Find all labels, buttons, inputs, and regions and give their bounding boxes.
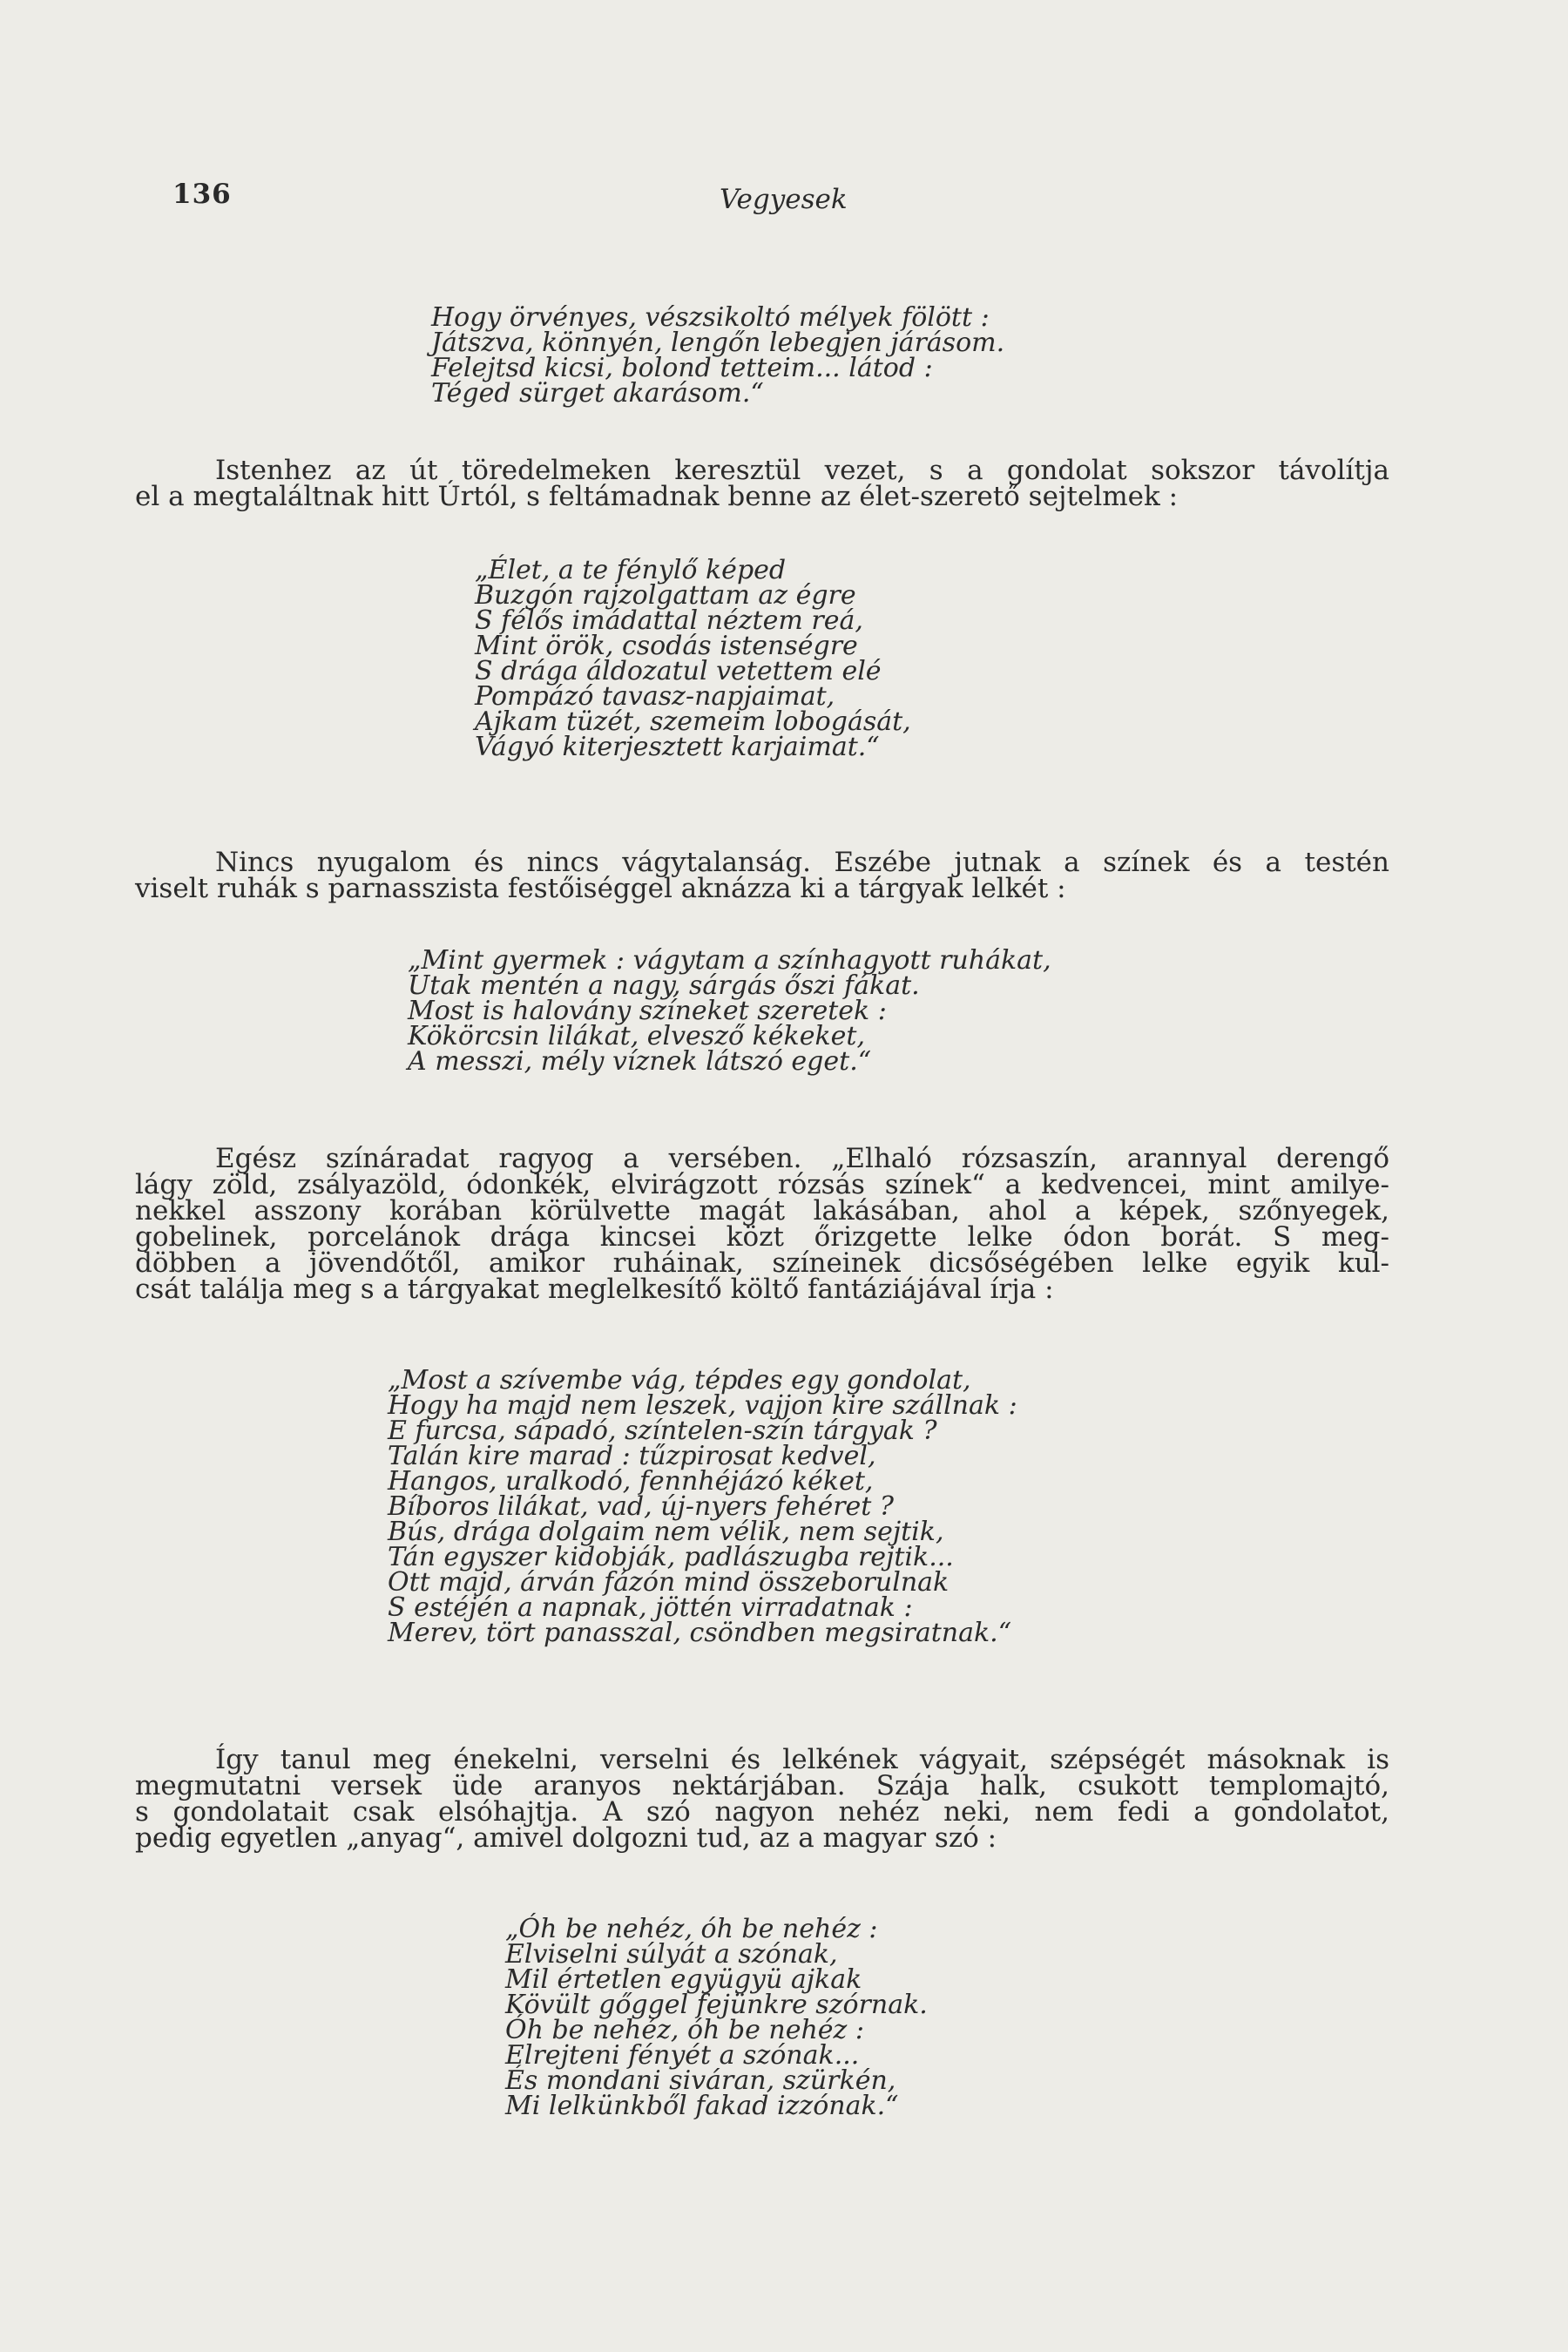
paragraph-line: döbben a jövendőtől, amikor ruháinak, színeinek dicsőségében lelke egyik kul- bbox=[135, 1247, 1389, 1279]
verse-line: S estéjén a napnak, jöttén virradatnak : bbox=[388, 1592, 913, 1623]
verse-line: Buzgón rajzolgattam az égre bbox=[475, 580, 856, 611]
paragraph-line: lágy zöld, zsályazöld, ódonkék, elvirágzott rózsás színek“ a kedvencei, mint amilye- bbox=[135, 1169, 1389, 1200]
verse-line: Felejtsd kicsi, bolond tetteim... látod : bbox=[431, 353, 933, 383]
verse-line: „Élet, a te fénylő képed bbox=[475, 555, 787, 585]
verse-line: Tán egyszer kidobják, padlászugba rejtik... bbox=[388, 1542, 954, 1572]
verse-line: Most is halovány színeket szeretek : bbox=[408, 996, 887, 1026]
paragraph-line: csát találja meg s a tárgyakat meglelkesítő költő fantáziájával írja : bbox=[135, 1274, 1054, 1305]
verse-4 bbox=[388, 1365, 1017, 1648]
verse-2 bbox=[475, 555, 911, 762]
verse-line: Mint örök, csodás istenségre bbox=[475, 631, 858, 661]
paragraph-line: Nincs nyugalom és nincs vágytalanság. Eszébe jutnak a színek és a testén bbox=[215, 847, 1389, 878]
verse-line: S félős imádattal néztem reá, bbox=[475, 605, 863, 636]
verse-line: Bíboros lilákat, vad, új-nyers fehéret ? bbox=[388, 1491, 894, 1522]
verse-line: Utak mentén a nagy, sárgás őszi fákat. bbox=[408, 970, 920, 1001]
paragraph-3 bbox=[135, 1143, 1389, 1305]
verse-line: S drága áldozatul vetettem elé bbox=[475, 656, 882, 686]
paragraph-line: pedig egyetlen „anyag“, amivel dolgozni tud, az a magyar szó : bbox=[135, 1822, 997, 1854]
verse-line: Mi lelkünkből fakad izzónak.“ bbox=[505, 2091, 899, 2121]
paragraph-line: Egész színáradat ragyog a versében. „Elhaló rózsaszín, arannyal derengő bbox=[215, 1143, 1389, 1174]
verse-line: A messzi, mély víznek látszó eget.“ bbox=[408, 1046, 872, 1077]
paragraph-line: megmutatni versek üde aranyos nektárjában. Szája halk, csukott templomajtó, bbox=[135, 1770, 1389, 1801]
verse-line: Óh be nehéz, óh be nehéz : bbox=[505, 2015, 864, 2045]
paragraph-line: Istenhez az út töredelmeken keresztül vezet, s a gondolat sokszor távolítja bbox=[215, 455, 1389, 486]
paragraph-line: gobelinek, porcelánok drága kincsei közt őrizgette lelke ódon borát. S meg- bbox=[135, 1221, 1389, 1253]
paragraph-line: nekkel asszony korában körülvette magát lakásában, ahol a képek, szőnyegek, bbox=[135, 1195, 1389, 1227]
verse-line: Bús, drága dolgaim nem vélik, nem sejtik, bbox=[388, 1517, 944, 1547]
verse-line: Merev, tört panasszal, csöndben megsiratnak.“ bbox=[388, 1618, 1012, 1648]
verse-line: Pompázó tavasz-napjaimat, bbox=[475, 681, 835, 712]
paragraph-2 bbox=[135, 849, 1389, 902]
paragraph-line: viselt ruhák s parnasszista festőiséggel aknázza ki a tárgyak lelkét : bbox=[135, 873, 1066, 904]
verse-line: Játszva, könnyén, lengőn lebegjen járásom. bbox=[431, 328, 1005, 358]
verse-line: „Óh be nehéz, óh be nehéz : bbox=[505, 1914, 878, 1944]
verse-line: Elrejteni fényét a szónak... bbox=[505, 2040, 860, 2071]
paragraph-1 bbox=[135, 457, 1389, 510]
verse-line: Elviselni súlyát a szónak, bbox=[505, 1939, 838, 1970]
verse-line: Kökörcsin lilákat, elvesző kékeket, bbox=[408, 1021, 865, 1051]
verse-line: Hogy örvényes, vészsikoltó mélyek fölött : bbox=[431, 302, 990, 333]
verse-line: E furcsa, sápadó, színtelen-szín tárgyak ? bbox=[388, 1416, 937, 1446]
verse-line: Hangos, uralkodó, fennhéjázó kéket, bbox=[388, 1466, 874, 1497]
verse-line: Kövült gőggel fejünkre szórnak. bbox=[505, 1990, 928, 2020]
verse-line: Vágyó kiterjesztett karjaimat.“ bbox=[475, 732, 880, 762]
verse-line: „Most a szívembe vág, tépdes egy gondolat, bbox=[388, 1365, 971, 1396]
verse-line: „Mint gyermek : vágytam a színhagyott ruhákat, bbox=[408, 945, 1051, 976]
page-number: 136 bbox=[172, 179, 232, 210]
verse-line: Ajkam tüzét, szemeim lobogását, bbox=[475, 706, 911, 737]
verse-1 bbox=[431, 302, 1005, 409]
paragraph-line: el a megtaláltnak hitt Úrtól, s feltámadnak benne az élet-szerető sejtelmek : bbox=[135, 481, 1179, 512]
running-title: Vegyesek bbox=[720, 184, 848, 215]
verse-5 bbox=[505, 1916, 928, 2119]
verse-line: És mondani siváran, szürkén, bbox=[505, 2065, 896, 2096]
verse-line: Talán kire marad : tűzpirosat kedvel, bbox=[388, 1441, 876, 1471]
verse-line: Hogy ha majd nem leszek, vajjon kire szállnak : bbox=[388, 1390, 1017, 1421]
verse-line: Ott majd, árván fázón mind összeborulnak bbox=[388, 1567, 950, 1598]
verse-line: Mil értetlen együgyü ajkak bbox=[505, 1964, 862, 1995]
page-header bbox=[0, 179, 1568, 213]
paragraph-line: s gondolatait csak elsóhajtja. A szó nagyon nehéz neki, nem fedi a gondolatot, bbox=[135, 1796, 1389, 1828]
verse-3 bbox=[408, 945, 1051, 1077]
paragraph-line: Így tanul meg énekelni, verselni és lelkének vágyait, szépségét másoknak is bbox=[215, 1744, 1389, 1775]
verse-line: Téged sürget akarásom.“ bbox=[431, 378, 764, 409]
paragraph-4 bbox=[135, 1744, 1389, 1854]
